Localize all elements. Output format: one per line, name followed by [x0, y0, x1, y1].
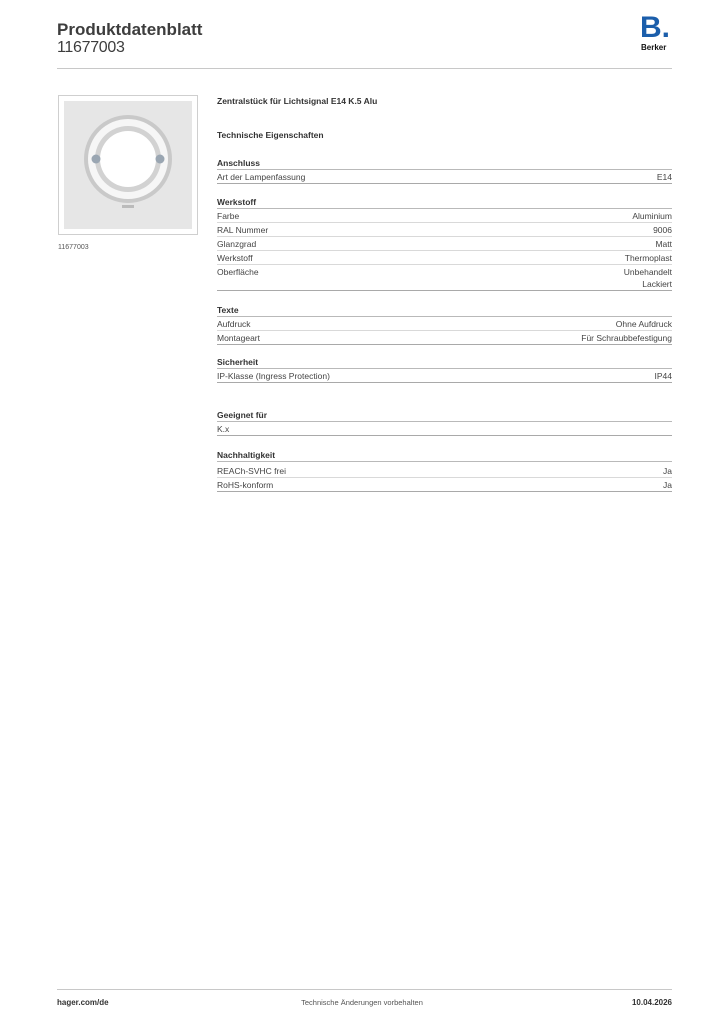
table-row: [217, 223, 672, 237]
row-label: Oberfläche: [217, 267, 259, 277]
table-row: [217, 331, 672, 345]
section-werkstoff: [217, 196, 672, 291]
table-row: [217, 170, 672, 184]
table-row: [217, 237, 672, 251]
row-label: Farbe: [217, 211, 240, 221]
table-row: [217, 317, 672, 331]
header-divider: [57, 68, 672, 69]
row-label: Montageart: [217, 333, 260, 343]
section-nachhaltigkeit: [217, 449, 672, 492]
image-caption: 11677003: [58, 244, 89, 251]
row-value: 9006: [653, 225, 672, 235]
row-label: K.x: [217, 424, 230, 434]
table-row: [217, 265, 672, 291]
row-value: Für Schraubbefestigung: [581, 333, 672, 343]
table-row: [217, 478, 672, 492]
row-label: IP-Klasse (Ingress Protection): [217, 371, 330, 381]
section-anschluss: [217, 157, 672, 184]
berker-logo: [636, 11, 676, 55]
section-heading: Nachhaltigkeit: [217, 449, 672, 462]
section-texte: [217, 304, 672, 345]
section-heading: Sicherheit: [217, 356, 672, 369]
table-row: [217, 209, 672, 223]
row-label: REACh-SVHC frei: [217, 466, 286, 476]
product-name: Zentralstück für Lichtsignal E14 K.5 Alu: [217, 96, 378, 106]
table-row: [217, 422, 672, 436]
page-title: Produktdatenblatt: [57, 20, 203, 39]
footer-website-link[interactable]: hager.com/de: [57, 998, 109, 1007]
row-label: RoHS-konform: [217, 480, 274, 490]
row-value: Ohne Aufdruck: [615, 319, 672, 329]
section-heading: Anschluss: [217, 157, 672, 170]
table-row: [217, 251, 672, 265]
section-sicherheit: [217, 356, 672, 383]
section-heading: Werkstoff: [217, 196, 672, 209]
section-heading: Geeignet für: [217, 409, 672, 422]
row-value: Lackiert: [642, 279, 672, 289]
row-label: Glanzgrad: [217, 239, 257, 249]
footer-divider: [57, 989, 672, 990]
row-value: Matt: [655, 239, 672, 249]
product-image: [58, 95, 198, 235]
footer-note: Technische Änderungen vorbehalten: [301, 998, 423, 1007]
row-value: Ja: [663, 480, 672, 490]
row-value: Aluminium: [632, 211, 672, 221]
row-label: Werkstoff: [217, 253, 253, 263]
row-value: E14: [656, 172, 672, 182]
logo-letter: B.: [640, 11, 670, 44]
technical-properties-heading: Technische Eigenschaften: [217, 130, 324, 140]
section-geeignet-fuer: [217, 409, 672, 436]
article-number: 11677003: [57, 39, 125, 56]
row-label: Aufdruck: [217, 319, 251, 329]
row-value: Thermoplast: [624, 253, 672, 263]
footer-date: 10.04.2026: [631, 998, 672, 1007]
row-value: Ja: [663, 466, 672, 476]
logo-text: Berker: [641, 43, 667, 52]
section-heading: Texte: [217, 304, 672, 317]
row-value: Unbehandelt: [623, 267, 672, 277]
product-photo: [64, 101, 192, 229]
row-label: Art der Lampenfassung: [217, 172, 306, 182]
row-label: RAL Nummer: [217, 225, 269, 235]
table-row: [217, 464, 672, 478]
row-value: IP44: [654, 371, 672, 381]
table-row: [217, 369, 672, 383]
